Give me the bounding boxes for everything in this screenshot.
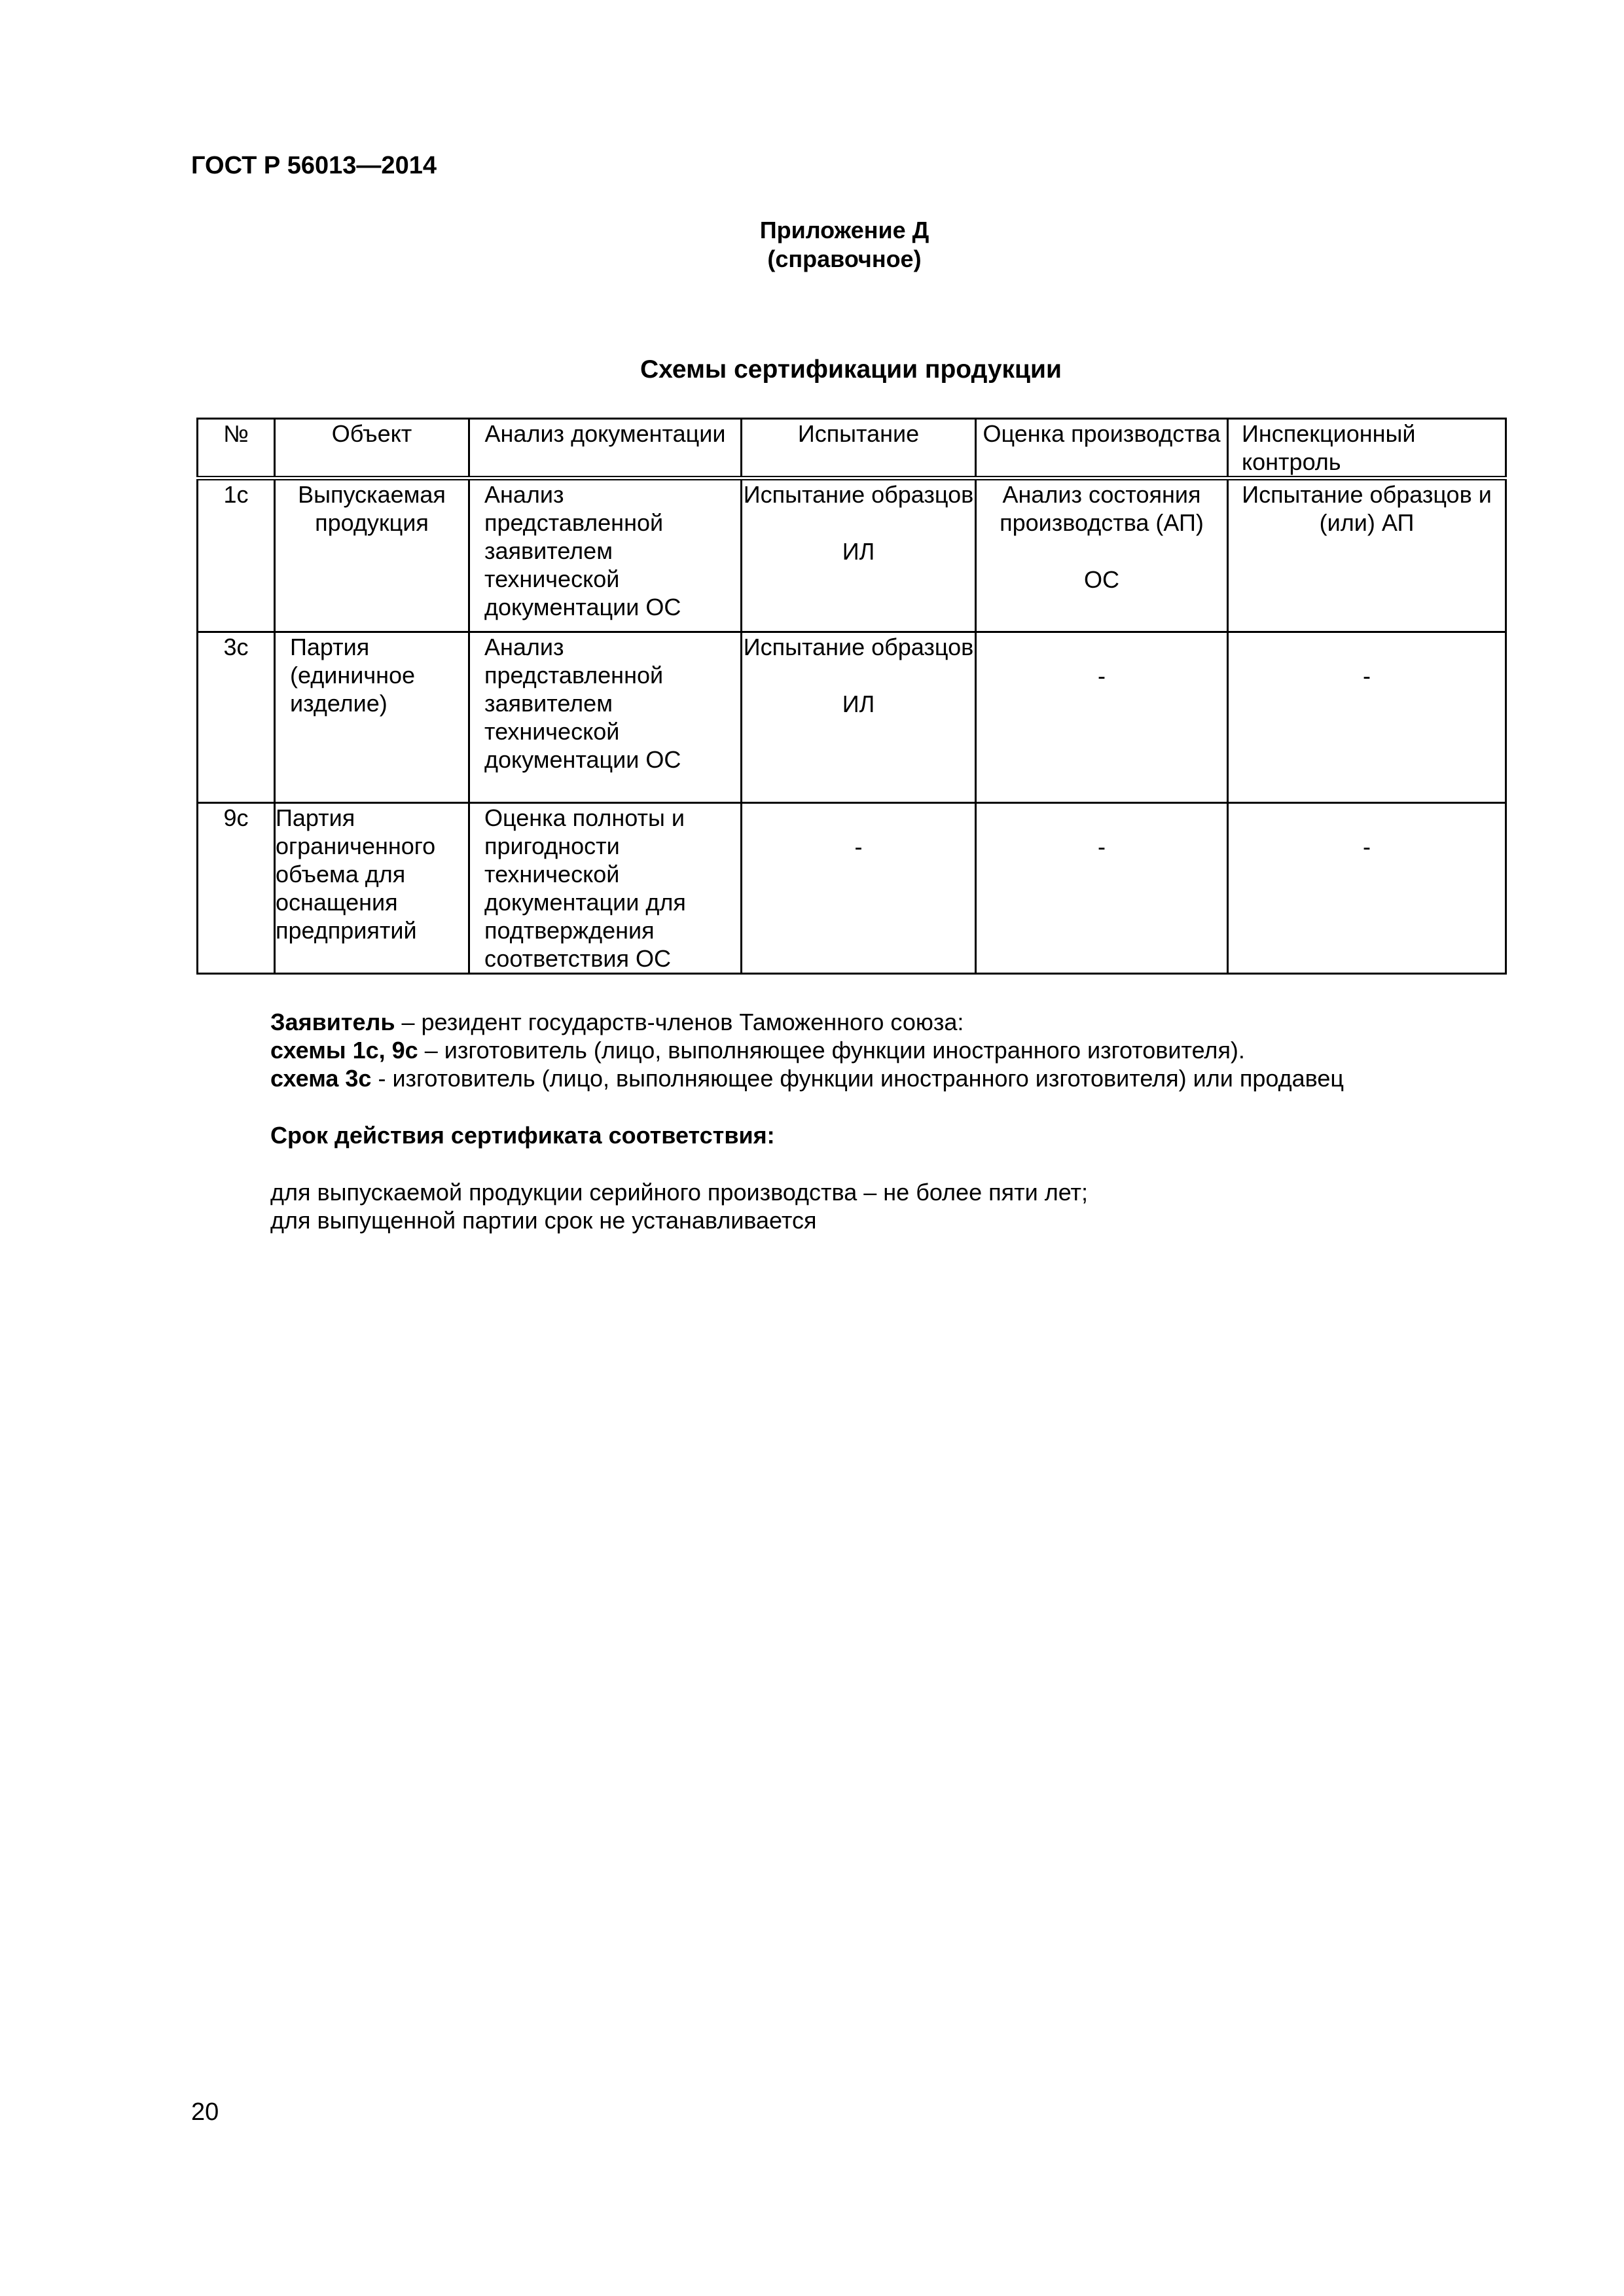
table-row [198, 632, 1506, 803]
production-text: Анализ состояния производства (АП) [1000, 481, 1204, 536]
cell-testing [742, 478, 976, 632]
note-schemes-1-9 [270, 1036, 1514, 1064]
cell-production [976, 803, 1228, 974]
cell-scheme: 9с [198, 803, 275, 974]
cell-doc-analysis: Анализ представленной заявителем технической документации ОС [469, 478, 742, 632]
cell-inspection: Испытание образцов и (или) АП [1228, 478, 1506, 632]
header-doc-analysis: Анализ документации [469, 419, 742, 478]
inspection-text: - [1363, 833, 1371, 860]
cell-doc-analysis: Оценка полноты и пригодности технической документации для подтверждения соответствия ОС [469, 803, 742, 974]
page-number: 20 [191, 2098, 219, 2126]
certification-schemes-table [196, 418, 1507, 975]
table-title: Схемы сертификации продукции [640, 355, 1062, 384]
cell-object: Выпускаемая продукция [275, 478, 469, 632]
standard-id: ГОСТ Р 56013—2014 [191, 152, 437, 179]
validity-line-1: для выпускаемой продукции серийного производства – не более пяти лет; [270, 1179, 1089, 1206]
testing-text: - [854, 833, 863, 860]
note-schemes-1-9-label: схемы 1с, 9с [270, 1037, 418, 1064]
cell-object: Партия (единичное изделие) [275, 632, 469, 803]
notes-block [270, 1008, 1514, 1234]
header-inspection: Инспекционный контроль [1228, 419, 1506, 478]
note-scheme-3-label: схема 3с [270, 1065, 372, 1092]
testing-text: Испытание образцов [743, 481, 974, 508]
cell-object: Партия ограниченного объема для оснащения предприятий [275, 803, 469, 974]
testing-body: ИЛ [842, 691, 875, 717]
inspection-text: - [1363, 662, 1371, 689]
testing-body: ИЛ [842, 538, 875, 565]
note-scheme-3-text: - изготовитель (лицо, выполняющее функции иностранного изготовителя) или продавец [371, 1065, 1344, 1092]
cell-production [976, 478, 1228, 632]
cell-scheme: 1с [198, 478, 275, 632]
validity-heading-text: Срок действия сертификата соответствия: [270, 1122, 775, 1149]
testing-text: Испытание образцов [743, 634, 974, 660]
table-row [198, 478, 1506, 632]
validity-line-2: для выпущенной партии срок не устанавливается [270, 1207, 817, 1234]
cell-inspection [1228, 803, 1506, 974]
cell-testing [742, 803, 976, 974]
production-text: - [1098, 662, 1106, 689]
cell-inspection [1228, 632, 1506, 803]
note-applicant-text: – резидент государств-членов Таможенного союза: [395, 1009, 964, 1035]
production-text: - [1098, 833, 1106, 860]
header-production: Оценка производства [976, 419, 1228, 478]
cell-testing [742, 632, 976, 803]
cell-production [976, 632, 1228, 803]
annex-title: Приложение Д [759, 217, 929, 243]
cell-scheme: 3с [198, 632, 275, 803]
table-row [198, 803, 1506, 974]
annex-subtitle: (справочное) [767, 245, 922, 272]
note-applicant-label: Заявитель [270, 1009, 395, 1035]
annex-heading [674, 216, 1015, 274]
cell-doc-analysis: Анализ представленной заявителем технической документации ОС [469, 632, 742, 803]
note-applicant [270, 1008, 1514, 1036]
header-object: Объект [275, 419, 469, 478]
validity-heading [270, 1121, 1514, 1149]
production-body: ОС [1084, 566, 1119, 593]
table-header-row [198, 419, 1506, 478]
header-testing: Испытание [742, 419, 976, 478]
header-number: № [198, 419, 275, 478]
note-scheme-3 [270, 1064, 1514, 1092]
note-schemes-1-9-text: – изготовитель (лицо, выполняющее функции иностранного изготовителя). [418, 1037, 1245, 1064]
